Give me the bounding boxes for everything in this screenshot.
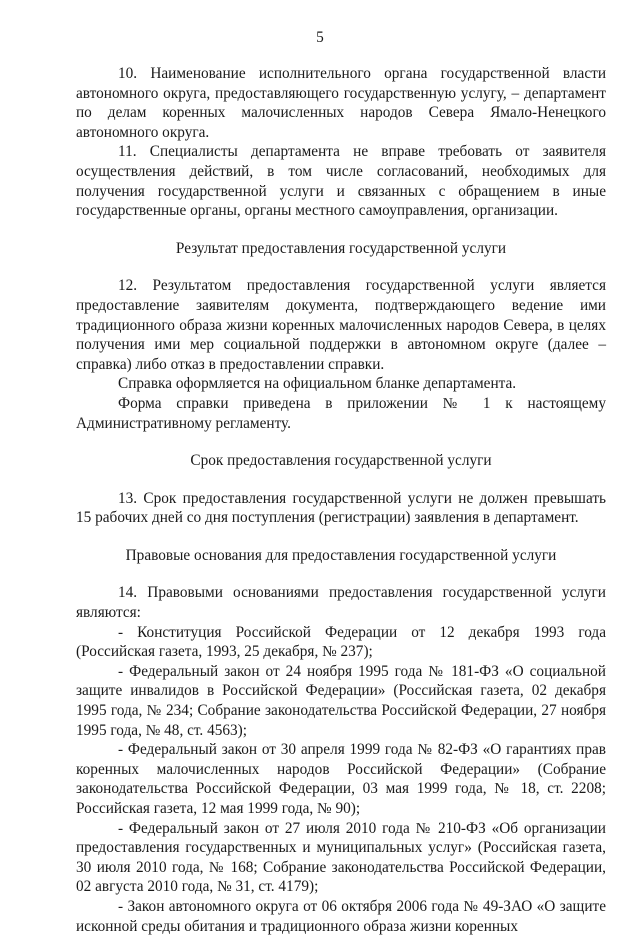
paragraph-11: 11. Специалисты департамента не вправе требовать от заявителя осуществления действий, в том числе согласований, необходимых для получения государственной услуги и связанных с обращением в иные государственные органы, органы местного самоуправления, организации.: [76, 143, 606, 220]
legal-basis-item: - Федеральный закон от 24 ноября 1995 года № 181-ФЗ «О социальной защите инвалидов в Российской Федерации» (Российская газета, 02 декабря 1995 года, № 234; Собрание законодательства Российской Федерации, 27 ноября 1995 года, № 48, ст. 4563);: [76, 662, 606, 739]
section-heading-legal: Правовые основания для предоставления государственной услуги: [125, 546, 557, 564]
section-heading-term: Срок предоставления государственной услуги: [190, 452, 492, 470]
section-heading-result: Результат предоставления государственной услуги: [175, 239, 507, 257]
paragraph-13: 13. Срок предоставления государственной услуги не должен превышать 15 рабочих дней со дня поступления (регистрации) заявления в департамент.: [76, 489, 606, 527]
paragraph-10: 10. Наименование исполнительного органа государственной власти автономного округа, предоставляющего государственную услугу, – департамент по делам коренных малочисленных народов Севера Ямало-Ненецкого автономного округа.: [76, 65, 606, 141]
legal-basis-item: - Федеральный закон от 30 апреля 1999 года № 82-ФЗ «О гарантиях прав коренных малочисленных народов Российской Федерации» (Собрание законодательства Российской Федерации, 03 мая 1999 года, № 18, ст. 2208; Российская газета, 12 мая 1999 года, № 90);: [76, 741, 606, 817]
legal-basis-item: - Федеральный закон от 27 июля 2010 года № 210-ФЗ «Об организации предоставления государственных и муниципальных услуг» (Российская газета, 30 июля 2010 года, № 168; Собрание законодательства Российской Федерации, 02 августа 2010 года, № 31, ст. 4179);: [76, 819, 606, 896]
page-number: 5: [316, 29, 324, 46]
document-body: [76, 64, 606, 936]
legal-basis-item: - Конституция Российской Федерации от 12 декабря 1993 года (Российская газета, 1993, 25 декабря, № 237);: [76, 623, 606, 661]
paragraph-14: 14. Правовыми основаниями предоставления государственной услуги являются:: [76, 584, 606, 622]
legal-basis-item: - Закон автономного округа от 06 октября 2006 года № 49-ЗАО «О защите исконной среды обитания и традиционного образа жизни коренных: [76, 897, 606, 935]
paragraph-12-form-appendix: Форма справки приведена в приложении № 1 к настоящему Административному регламенту.: [76, 394, 606, 432]
paragraph-12-form-blank: Справка оформляется на официальном бланке департамента.: [118, 375, 517, 393]
paragraph-12: 12. Результатом предоставления государственной услуги является предоставление заявителям документа, подтверждающего ведение ими традиционного образа жизни коренных малочисленных народов Севера, в целях получения ими мер социальной поддержки в автономном округе (далее – справка) либо отказ в предоставлении справки.: [76, 277, 606, 373]
